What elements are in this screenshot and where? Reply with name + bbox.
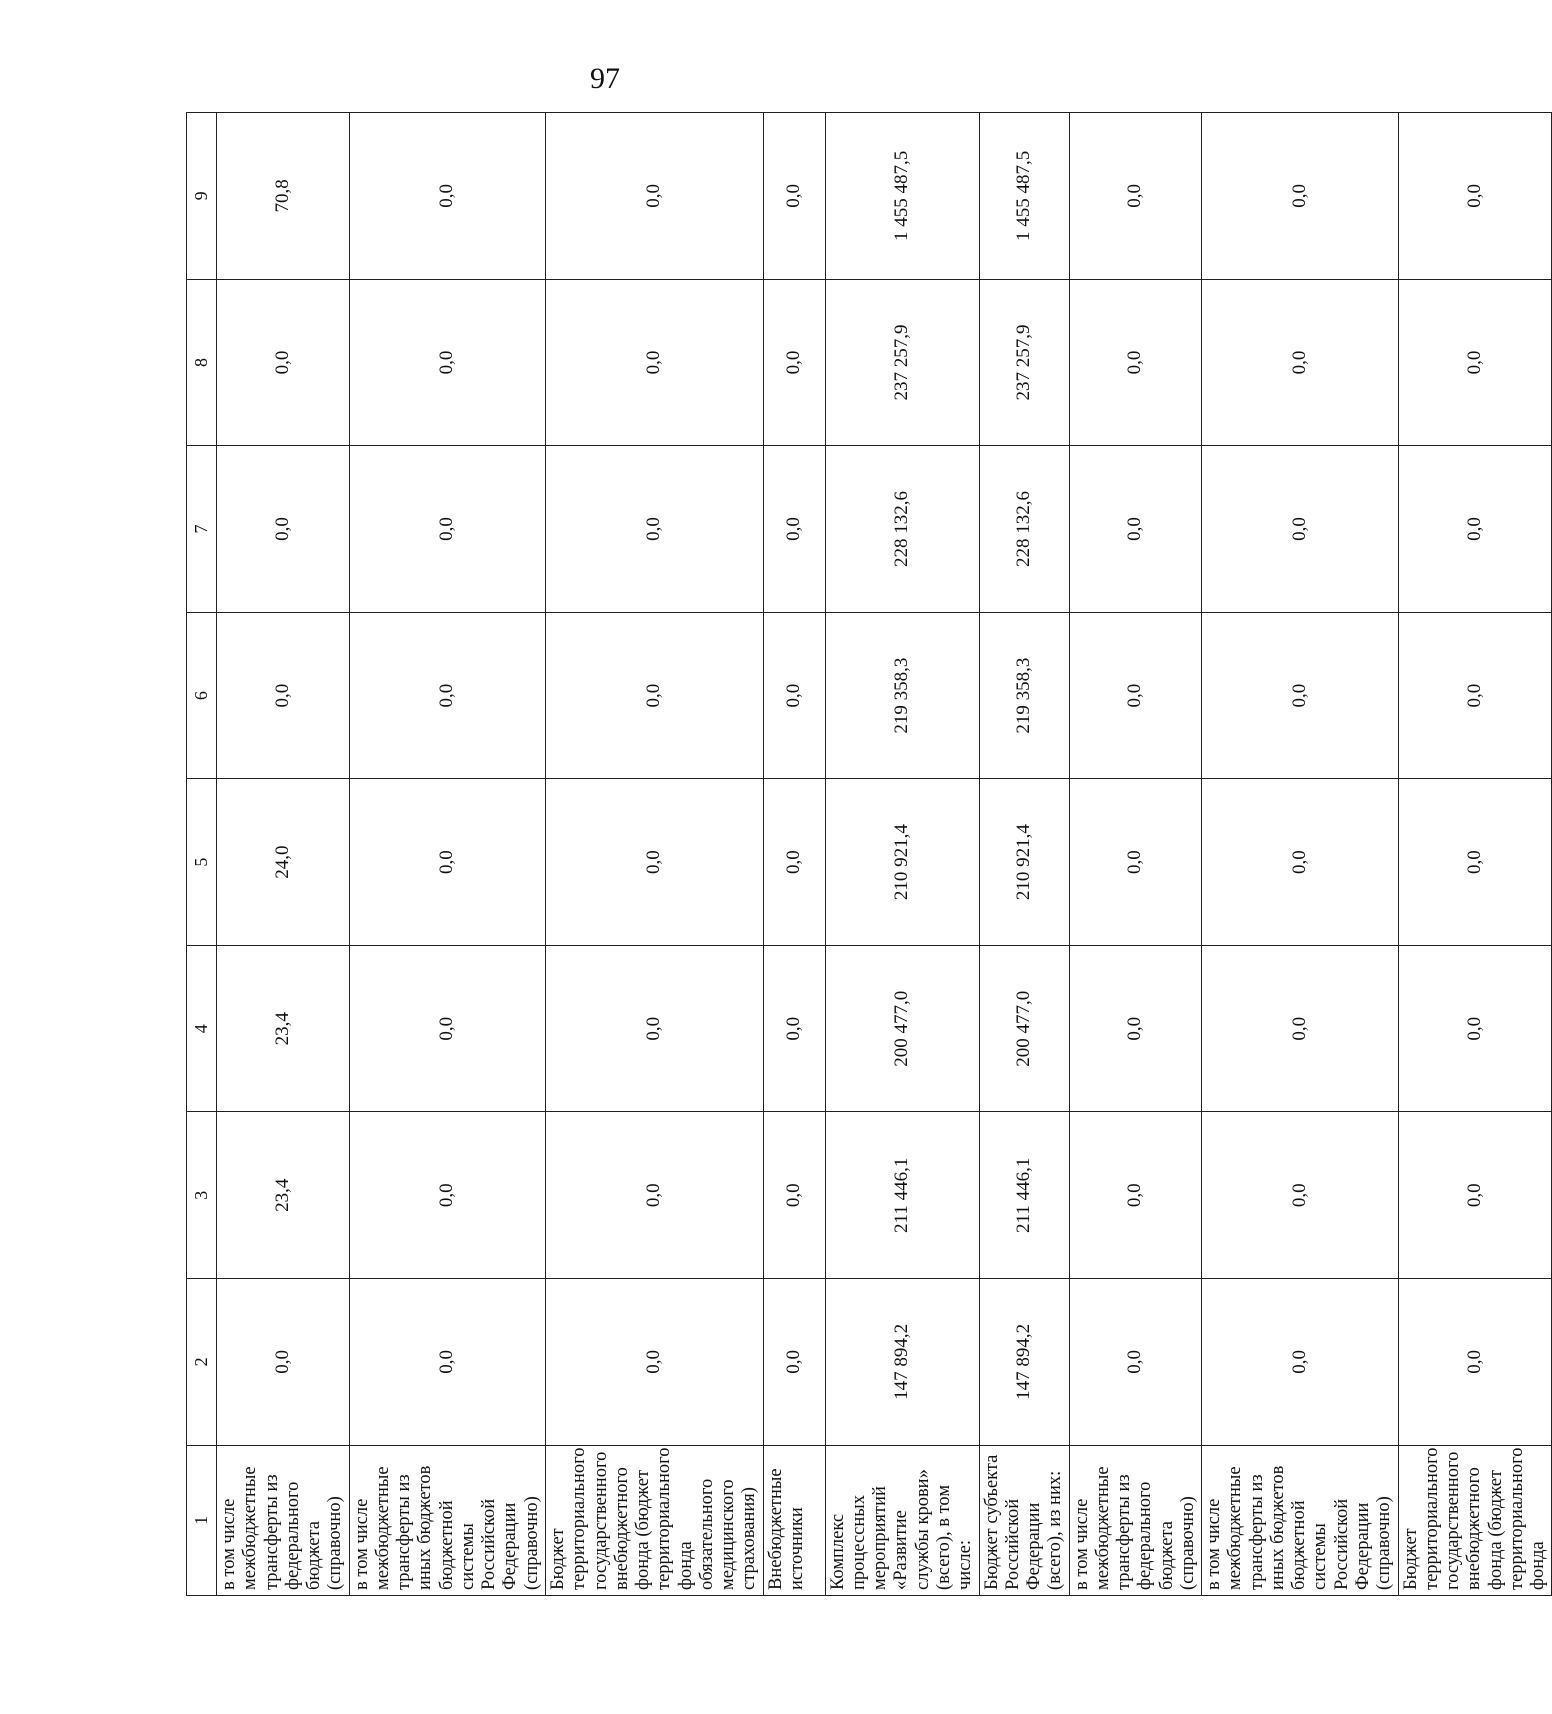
value-cell: 0,0 [763, 113, 825, 280]
value-cell: 0,0 [1069, 945, 1202, 1112]
value-cell: 23,4 [217, 1112, 350, 1279]
table-row [763, 113, 825, 1596]
value-cell: 211 446,1 [825, 1112, 979, 1279]
value-cell: 0,0 [217, 1279, 350, 1446]
value-cell: 0,0 [545, 1279, 763, 1446]
value-cell: 0,0 [1398, 945, 1552, 1112]
value-cell: 0,0 [1069, 612, 1202, 779]
value-cell: 0,0 [349, 779, 545, 946]
value-cell: 0,0 [545, 779, 763, 946]
value-cell: 0,0 [1398, 113, 1552, 280]
value-cell: 0,0 [217, 279, 350, 446]
value-cell: 0,0 [1069, 446, 1202, 613]
table-row [349, 113, 545, 1596]
value-cell: 0,0 [1069, 1279, 1202, 1446]
value-cell: 219 358,3 [979, 612, 1069, 779]
value-cell: 219 358,3 [825, 612, 979, 779]
value-cell: 70,8 [217, 113, 350, 280]
value-cell: 0,0 [1202, 279, 1398, 446]
value-cell: 0,0 [763, 446, 825, 613]
value-cell: 0,0 [1202, 113, 1398, 280]
value-cell: 0,0 [1202, 1112, 1398, 1279]
value-cell: 228 132,6 [825, 446, 979, 613]
value-cell: 0,0 [1398, 779, 1552, 946]
value-cell: 237 257,9 [979, 279, 1069, 446]
row-label: в том числе межбюджетные трансферты из иных бюджетов бюджетной системы Российской Федерации (справочно) [349, 1445, 545, 1595]
value-cell: 0,0 [1069, 1112, 1202, 1279]
value-cell: 0,0 [217, 612, 350, 779]
value-cell: 0,0 [349, 113, 545, 280]
budget-table [186, 112, 1552, 1596]
value-cell: 228 132,6 [979, 446, 1069, 613]
page-number: 97 [590, 62, 620, 95]
value-cell: 211 446,1 [979, 1112, 1069, 1279]
value-cell: 0,0 [763, 1112, 825, 1279]
value-cell: 0,0 [763, 612, 825, 779]
table-row [825, 113, 979, 1596]
value-cell: 200 477,0 [825, 945, 979, 1112]
value-cell: 1 455 487,5 [979, 113, 1069, 280]
value-cell: 0,0 [545, 1112, 763, 1279]
row-label: Бюджет территориального государственного внебюджетного фонда (бюджет территориального фонда обязательного медицинского страхования) [545, 1445, 763, 1595]
column-number-cell: 8 [187, 279, 217, 446]
value-cell: 0,0 [217, 446, 350, 613]
column-number-cell: 4 [187, 945, 217, 1112]
column-number-cell: 1 [187, 1445, 217, 1595]
table-row [217, 113, 350, 1596]
value-cell: 0,0 [763, 779, 825, 946]
value-cell: 0,0 [1202, 779, 1398, 946]
table-row [1069, 113, 1202, 1596]
column-number-row [187, 113, 217, 1596]
value-cell: 0,0 [349, 279, 545, 446]
value-cell: 1 455 487,5 [825, 113, 979, 280]
value-cell: 0,0 [545, 279, 763, 446]
value-cell: 0,0 [1398, 1279, 1552, 1446]
rotated-table-container [186, 112, 1549, 1596]
value-cell: 0,0 [1202, 446, 1398, 613]
column-number-cell: 7 [187, 446, 217, 613]
value-cell: 210 921,4 [825, 779, 979, 946]
value-cell: 0,0 [1398, 279, 1552, 446]
table-row [1202, 113, 1398, 1596]
value-cell: 0,0 [1202, 612, 1398, 779]
value-cell: 0,0 [349, 945, 545, 1112]
value-cell: 0,0 [1202, 945, 1398, 1112]
column-number-cell: 2 [187, 1279, 217, 1446]
value-cell: 0,0 [349, 612, 545, 779]
value-cell: 0,0 [763, 1279, 825, 1446]
row-label: Комплекс процессных мероприятий «Развитие службы крови» (всего), в том числе: [825, 1445, 979, 1595]
value-cell: 0,0 [545, 945, 763, 1112]
value-cell: 0,0 [763, 279, 825, 446]
value-cell: 0,0 [763, 945, 825, 1112]
value-cell: 0,0 [1069, 779, 1202, 946]
value-cell: 200 477,0 [979, 945, 1069, 1112]
value-cell: 0,0 [1398, 1112, 1552, 1279]
row-label: в том числе межбюджетные трансферты из иных бюджетов бюджетной системы Российской Федерации (справочно) [1202, 1445, 1398, 1595]
value-cell: 23,4 [217, 945, 350, 1112]
value-cell: 0,0 [349, 1279, 545, 1446]
value-cell: 0,0 [1202, 1279, 1398, 1446]
value-cell: 0,0 [1069, 279, 1202, 446]
row-label: Бюджет субъекта Российской Федерации (всего), из них: [979, 1445, 1069, 1595]
value-cell: 0,0 [545, 612, 763, 779]
value-cell: 0,0 [1069, 113, 1202, 280]
value-cell: 147 894,2 [979, 1279, 1069, 1446]
value-cell: 147 894,2 [825, 1279, 979, 1446]
table-row [1398, 113, 1552, 1596]
value-cell: 24,0 [217, 779, 350, 946]
value-cell: 237 257,9 [825, 279, 979, 446]
column-number-cell: 9 [187, 113, 217, 280]
row-label: Бюджет территориального государственного внебюджетного фонда (бюджет территориального фонда [1398, 1445, 1552, 1595]
row-label: в том числе межбюджетные трансферты из федерального бюджета (справочно) [1069, 1445, 1202, 1595]
row-label: Внебюджетные источники [763, 1445, 825, 1595]
value-cell: 0,0 [545, 113, 763, 280]
value-cell: 210 921,4 [979, 779, 1069, 946]
column-number-cell: 5 [187, 779, 217, 946]
table-row [979, 113, 1069, 1596]
value-cell: 0,0 [349, 446, 545, 613]
table-row [545, 113, 763, 1596]
value-cell: 0,0 [349, 1112, 545, 1279]
column-number-cell: 3 [187, 1112, 217, 1279]
row-label: в том числе межбюджетные трансферты из федерального бюджета (справочно) [217, 1445, 350, 1595]
value-cell: 0,0 [1398, 446, 1552, 613]
column-number-cell: 6 [187, 612, 217, 779]
value-cell: 0,0 [545, 446, 763, 613]
value-cell: 0,0 [1398, 612, 1552, 779]
